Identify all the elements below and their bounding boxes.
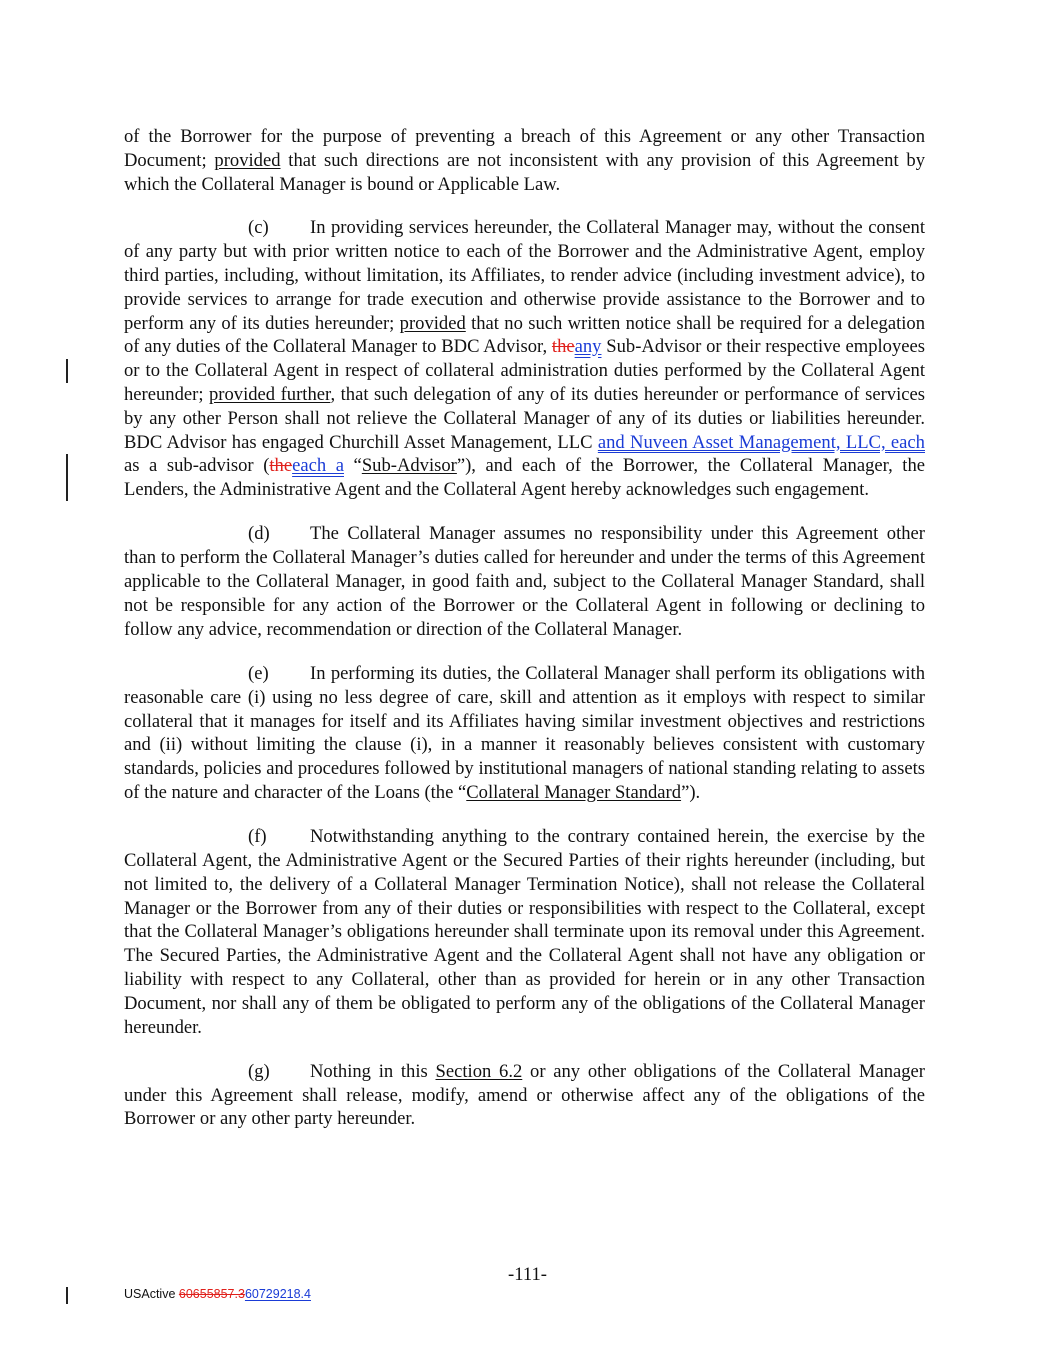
text: of the Borrower for the purpose of preventing a breach of this Agreement or any other Transaction Document; bbox=[124, 126, 925, 171]
text: The Collateral Manager assumes no responsibility under this Agreement other than to perform the Collateral Manager’s duties called for hereunder and under the terms of this Agreement applicable to the Collateral Manager, in good faith and, subject to the Collateral Manager Standard, shall not be responsible for any action of the Borrower or the Collateral Agent in following or declining to follow any advice, recommendation or direction of the Collateral Manager. bbox=[124, 523, 925, 640]
paragraph-e bbox=[124, 662, 925, 805]
inserted-document-id: 60729218.4 bbox=[244, 1287, 311, 1301]
defined-term: Sub-Advisor bbox=[361, 455, 457, 477]
text: Notwithstanding anything to the contrary contained herein, the exercise by the Collateral Agent, the Administrative Agent or the Secured Parties of their rights hereunder (including, but not limited to, the delivery of a Collateral Manager Termination Notice), shall not release the Collateral Manager or the Borrower from any of their duties or responsibilities with respect to the Collateral, except that the Collateral Manager’s obligations hereunder shall terminate upon its removal under this Agreement. The Secured Parties, the Administrative Agent and the Collateral Agent shall not have any obligation or liability with respect to any Collateral, other than as provided for herein or in any other Transaction Document, nor shall any of them be obligated to perform any of the obligations of the Collateral Manager hereunder. bbox=[124, 826, 925, 1038]
text: In providing services hereunder, the Collateral Manager may, without the consent of any party but with prior written notice to each of the Borrower and the Administrative Agent, employ third parties, including, without limitation, its Affiliates, to render advice (including investment advice), to provide services to arrange for trade execution and otherwise provide assistance to the Borrower and to perform any of its duties hereunder; bbox=[124, 217, 925, 334]
text: In performing its duties, the Collateral Manager shall perform its obligations with reasonable care (i) using no less degree of care, skill and attention as it employs with respect to similar collateral that it manages for itself and its Affiliates having similar investment objectives and restrictions and (ii) without limiting the clause (i), in a manner it reasonably believes consistent with customary standards, policies and procedures followed by institutional managers of national standing relating to assets of the nature and character of the Loans (the “ bbox=[124, 662, 925, 803]
text: Nothing in this bbox=[310, 1060, 436, 1082]
text: as a sub-advisor ( bbox=[124, 455, 270, 477]
text: or any other obligations of the Collateral Manager under this Agreement shall release, modify, amend or otherwise affect any of the obligations of the Borrower or any other party hereunder. bbox=[124, 1060, 925, 1130]
text: “ bbox=[343, 455, 362, 477]
clause-label: (d) bbox=[248, 523, 270, 545]
defined-term: provided bbox=[214, 149, 281, 171]
clause-label: (c) bbox=[248, 217, 269, 239]
defined-term: provided further bbox=[209, 383, 331, 405]
change-bar bbox=[66, 359, 68, 383]
clause-label: (e) bbox=[248, 662, 269, 684]
inserted-text: and Nuveen Asset Management, LLC, each bbox=[597, 431, 925, 453]
text: ”), and each of the Borrower, the Collateral Manager, the Lenders, the Administrative Agent and the Collateral Agent hereby acknowledges such engagement. bbox=[124, 455, 926, 501]
paragraph-g bbox=[124, 1060, 925, 1131]
text: Sub-Advisor or their respective employees or to the Collateral Agent in respect of collateral administration duties performed by the Collateral Agent hereunder; bbox=[124, 336, 925, 405]
paragraph-f bbox=[124, 825, 925, 1039]
paragraph-intro bbox=[124, 125, 925, 196]
paragraph-d bbox=[124, 522, 925, 641]
paragraph-c bbox=[124, 216, 925, 502]
footer-prefix: USActive bbox=[124, 1287, 179, 1301]
text: that no such written notice shall be required for a delegation of any duties of the Collateral Manager to BDC Advisor, bbox=[124, 312, 925, 358]
document-page bbox=[124, 125, 925, 1152]
text: that such directions are not inconsistent with any provision of this Agreement by which the Collateral Manager is bound or Applicable Law. bbox=[124, 149, 925, 195]
text: , that such delegation of any of its duties hereunder or performance of services by any other Person shall not relieve the Collateral Manager of any of its duties or liabilities hereunder. BDC Advisor has engaged Churchill Asset Management, LLC bbox=[124, 383, 925, 453]
text: ”). bbox=[681, 781, 701, 803]
page-number: -111- bbox=[508, 1264, 547, 1285]
clause-label: (g) bbox=[248, 1060, 270, 1082]
deleted-document-id: 60655857.3 bbox=[178, 1287, 245, 1301]
defined-term: Collateral Manager Standard bbox=[466, 781, 682, 803]
change-bar bbox=[66, 1287, 68, 1304]
change-bar bbox=[66, 454, 68, 501]
inserted-text: any bbox=[574, 336, 602, 358]
deleted-text: the bbox=[551, 336, 575, 358]
inserted-text: each a bbox=[292, 455, 344, 477]
deleted-text: the bbox=[269, 455, 293, 477]
clause-label: (f) bbox=[248, 826, 267, 848]
section-reference: Section 6.2 bbox=[435, 1060, 523, 1082]
defined-term: provided bbox=[399, 312, 466, 334]
document-id-footer bbox=[124, 1287, 311, 1301]
